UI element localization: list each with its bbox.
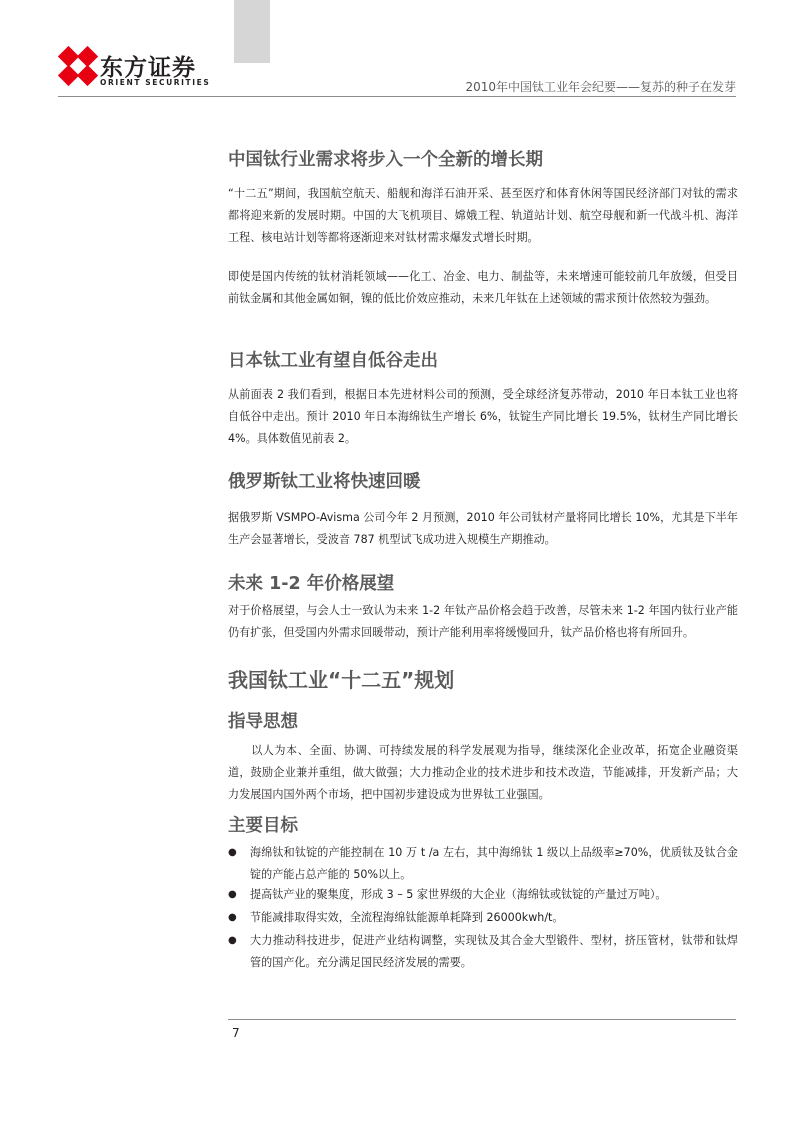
subsection-title-main-goals: 主要目标 [228, 816, 298, 836]
paragraph-guiding-principle: 以人为本、全面、协调、可持续发展的科学发展观为指导，继续深化企业改革，拓宽企业融资渠道，鼓励企业兼并重组，做大做强；大力推动企业的技术进步和技术改造，节能减排，开发新产品；大力发展国内国外两个市场，把中国初步建设成为世界钛工业强国。 [228, 744, 738, 801]
goal-list-item [228, 884, 738, 906]
paragraph-price-outlook: 对于价格展望，与会人士一致认为未来 1-2 年钛产品价格会趋于改善，尽管未来 1-2 年国内钛行业产能仍有扩张，但受国内外需求回暖带动，预计产能利用率将缓慢回升，钛产品价格也将有所回升。 [228, 604, 738, 639]
goal-text: 海绵钛和钛锭的产能控制在 10 万 t /a 左右，其中海绵钛 1 级以上品级率≥70%，优质钛及钛合金锭的产能占总产能的 50%以上。 [250, 846, 738, 881]
page-number: 7 [232, 1026, 240, 1040]
paragraph-china-demand-2: 即使是国内传统的钛材消耗领域——化工、冶金、电力、制盐等，未来增速可能较前几年放缓，但受目前钛金属和其他金属如铜，镍的低比价效应推动，未来几年钛在上述领域的需求预计依然较为强劲。 [228, 270, 738, 305]
bullet-icon: ● [228, 889, 237, 900]
goal-text: 大力推动科技进步，促进产业结构调整，实现钛及其合金大型锻件、型材，挤压管材，钛带和钛焊管的国产化。充分满足国民经济发展的需要。 [250, 934, 738, 969]
goal-list-item [228, 842, 738, 886]
paragraph-japan: 从前面表 2 我们看到，根据日本先进材料公司的预测，受全球经济复苏带动，2010 年日本钛工业也将自低谷中走出。预计 2010 年日本海绵钛生产增长 6%，钛锭生产同比增长 19.5%，钛材生产同比增长 4%。具体数值见前表 2。 [228, 388, 738, 445]
goal-list-item [228, 907, 738, 929]
paragraph-china-demand-1: “十二五”期间，我国航空航天、船舰和海洋石油开采、甚至医疗和体育休闲等国民经济部门对钛的需求都将迎来新的发展时期。中国的大飞机项目、嫦娥工程、轨道站计划、航空母舰和新一代战斗机、海洋工程、核电站计划等都将逐渐迎来对钛材需求爆发式增长时期。 [228, 187, 738, 244]
logo-chinese-text: 东方证券 [100, 55, 196, 81]
section-title-12th-five-year-plan: 我国钛工业“十二五”规划 [228, 668, 455, 692]
bullet-icon: ● [228, 847, 237, 858]
goal-list-item [228, 930, 738, 974]
orient-logo-icon [58, 46, 98, 86]
header-divider [58, 96, 736, 97]
report-header-title: 2010年中国钛工业年会纪要——复苏的种子在发芽 [465, 80, 736, 94]
bullet-icon: ● [228, 935, 237, 946]
section-title-japan: 日本钛工业有望自低谷走出 [228, 351, 438, 371]
footer-divider [228, 1019, 736, 1020]
company-logo [58, 46, 218, 92]
logo-english-text: ORIENT SECURITIES [100, 78, 211, 87]
bullet-icon: ● [228, 912, 237, 923]
goal-text: 节能减排取得实效，全流程海绵钛能源单耗降到 26000kwh/t。 [250, 911, 564, 924]
goal-text: 提高钛产业的聚集度，形成 3 – 5 家世界级的大企业（海绵钛或钛锭的产量过万吨）。 [250, 888, 667, 901]
header-grey-bar [234, 0, 270, 63]
section-title-price-outlook: 未来 1-2 年价格展望 [228, 574, 395, 594]
section-title-china-demand: 中国钛行业需求将步入一个全新的增长期 [228, 150, 543, 170]
subsection-title-guiding-principle: 指导思想 [228, 712, 298, 732]
section-title-russia: 俄罗斯钛工业将快速回暖 [228, 472, 421, 492]
paragraph-russia: 据俄罗斯 VSMPO-Avisma 公司今年 2 月预测，2010 年公司钛材产量将同比增长 10%，尤其是下半年生产会显著增长，受波音 787 机型试飞成功进入规模生产期推动。 [228, 511, 738, 546]
